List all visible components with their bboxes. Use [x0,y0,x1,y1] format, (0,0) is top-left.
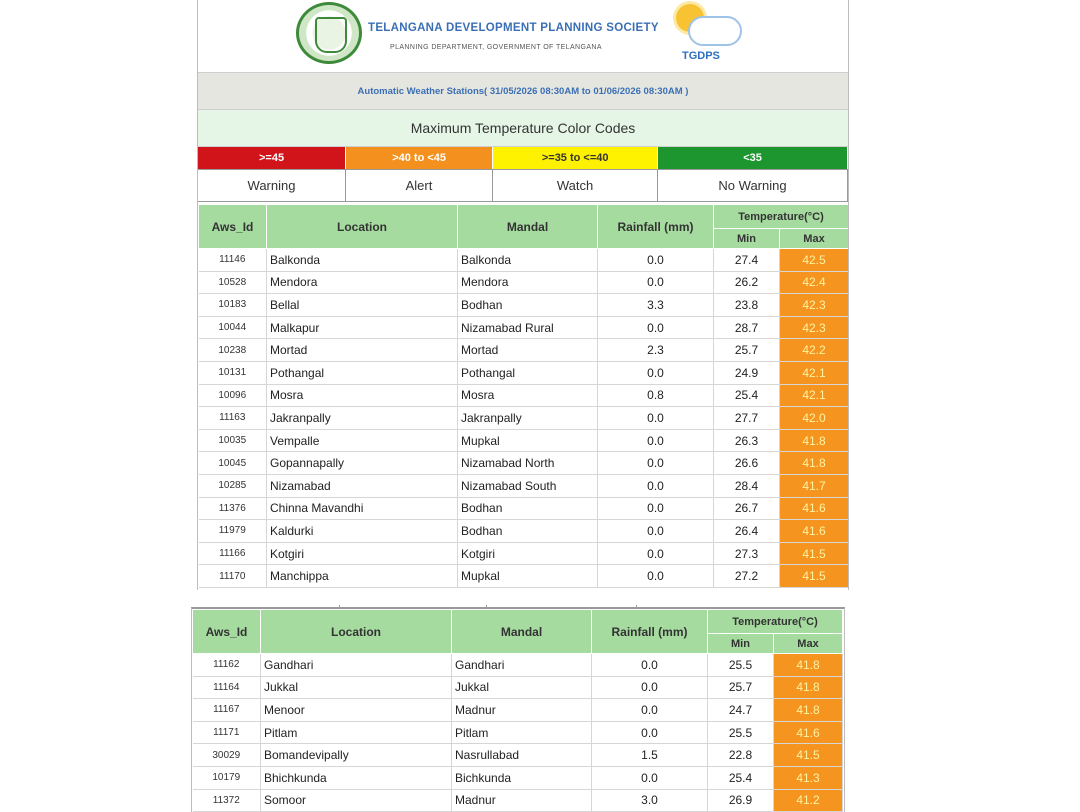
header-mandal: Mandal [458,205,598,249]
org-title: TELANGANA DEVELOPMENT PLANNING SOCIETY [368,22,659,34]
cell-mandal: Bichkunda [452,766,592,789]
cell-max: 41.6 [780,520,849,543]
cell-rain: 0.0 [598,497,714,520]
color-code-range: >40 to <45 [346,147,493,169]
cell-location: Chinna Mavandhi [267,497,458,520]
aws-period: Automatic Weather Stations( 31/05/2026 08:30AM to 01/06/2026 08:30AM ) [198,73,848,110]
cell-min: 25.5 [708,654,774,677]
table-row [199,384,849,407]
cell-location: Gopannapally [267,452,458,475]
cell-rain: 0.0 [598,429,714,452]
cell-mandal: Balkonda [458,249,598,272]
cell-min: 26.7 [714,497,780,520]
header-max: Max [774,634,843,654]
cell-mandal: Nizamabad Rural [458,316,598,339]
table-row [199,294,849,317]
cell-max: 41.8 [780,429,849,452]
cell-id: 10179 [193,766,261,789]
cell-location: Mosra [267,384,458,407]
telangana-seal-icon [296,2,362,64]
cell-rain: 0.0 [598,271,714,294]
cell-location: Bellal [267,294,458,317]
header-aws-id: Aws_Id [199,205,267,249]
cell-id: 11163 [199,407,267,430]
cell-min: 28.4 [714,474,780,497]
cell-location: Jukkal [261,676,452,699]
cell-max: 42.1 [780,384,849,407]
cell-mandal: Pitlam [452,721,592,744]
cell-mandal: Bodhan [458,497,598,520]
table-row [193,744,843,767]
cell-max: 41.8 [774,654,843,677]
cell-location: Nizamabad [267,474,458,497]
color-code-label: Warning [198,169,346,201]
cell-id: 11166 [199,542,267,565]
cell-min: 22.8 [708,744,774,767]
table-row [199,542,849,565]
cell-rain: 0.0 [598,520,714,543]
header-location: Location [267,205,458,249]
cell-id: 30029 [193,744,261,767]
cell-max: 42.2 [780,339,849,362]
cell-mandal: Jukkal [452,676,592,699]
cell-mandal: Nasrullabad [452,744,592,767]
header-temperature: Temperature(°C) [708,610,843,634]
cell-min: 25.7 [714,339,780,362]
cell-min: 25.7 [708,676,774,699]
cell-mandal: Bodhan [458,520,598,543]
table-row [199,339,849,362]
cell-max: 41.8 [780,452,849,475]
cell-mandal: Kotgiri [458,542,598,565]
cell-location: Bhichkunda [261,766,452,789]
cell-mandal: Mortad [458,339,598,362]
cell-id: 10528 [199,271,267,294]
color-code-label: Watch [493,169,658,201]
cell-rain: 0.0 [598,361,714,384]
report-header [198,0,848,73]
cell-rain: 0.0 [592,676,708,699]
table-row [193,721,843,744]
cell-rain: 0.0 [598,452,714,475]
cell-location: Bomandevipally [261,744,452,767]
cell-location: Somoor [261,789,452,812]
cell-location: Jakranpally [267,407,458,430]
cell-max: 41.2 [774,789,843,812]
cell-location: Kaldurki [267,520,458,543]
header-temperature: Temperature(°C) [714,205,849,229]
cell-min: 27.7 [714,407,780,430]
cell-min: 27.2 [714,565,780,588]
cell-location: Kotgiri [267,542,458,565]
report-sheet-top [197,0,849,590]
cell-rain: 3.0 [592,789,708,812]
cell-rain: 0.0 [598,249,714,272]
cell-mandal: Madnur [452,699,592,722]
cell-location: Mortad [267,339,458,362]
cell-id: 11162 [193,654,261,677]
cell-rain: 3.3 [598,294,714,317]
table-row [199,407,849,430]
cell-min: 24.9 [714,361,780,384]
cell-max: 41.6 [780,497,849,520]
table-row [199,361,849,384]
table-row [199,249,849,272]
color-code-label: Alert [346,169,493,201]
org-subtitle: PLANNING DEPARTMENT, GOVERNMENT OF TELANGANA [390,44,602,51]
cell-max: 42.3 [780,316,849,339]
cell-rain: 0.0 [598,474,714,497]
cell-id: 10096 [199,384,267,407]
cell-min: 23.8 [714,294,780,317]
header-mandal: Mandal [452,610,592,654]
cloud-icon [688,16,742,46]
cell-location: Pitlam [261,721,452,744]
cell-id: 11146 [199,249,267,272]
cell-min: 24.7 [708,699,774,722]
report-sheet-bottom [191,607,845,812]
cell-min: 25.4 [714,384,780,407]
cell-min: 25.4 [708,766,774,789]
table-row [199,520,849,543]
cell-id: 10183 [199,294,267,317]
color-code-range: >=35 to <=40 [493,147,658,169]
header-min: Min [708,634,774,654]
cell-mandal: Bodhan [458,294,598,317]
tgdps-logo: TGDPS [682,50,720,62]
cell-id: 11170 [199,565,267,588]
table-row [193,699,843,722]
cell-max: 42.3 [780,294,849,317]
header-aws-id: Aws_Id [193,610,261,654]
cell-mandal: Madnur [452,789,592,812]
cell-id: 10238 [199,339,267,362]
cell-mandal: Nizamabad North [458,452,598,475]
cell-max: 41.5 [780,565,849,588]
header-location: Location [261,610,452,654]
cell-id: 10044 [199,316,267,339]
cell-max: 42.1 [780,361,849,384]
cell-min: 26.2 [714,271,780,294]
header-max: Max [780,229,849,249]
cell-rain: 0.0 [598,316,714,339]
cell-mandal: Mupkal [458,429,598,452]
cell-id: 11167 [193,699,261,722]
color-codes-title: Maximum Temperature Color Codes [198,110,848,147]
cell-max: 41.8 [774,676,843,699]
cell-rain: 2.3 [598,339,714,362]
cell-mandal: Mupkal [458,565,598,588]
table-row [199,429,849,452]
cell-location: Pothangal [267,361,458,384]
cell-rain: 0.0 [592,654,708,677]
cell-rain: 0.8 [598,384,714,407]
cell-id: 11372 [193,789,261,812]
cell-rain: 1.5 [592,744,708,767]
temperature-table-2 [192,609,843,812]
cell-rain: 0.0 [598,542,714,565]
header-rainfall: Rainfall (mm) [598,205,714,249]
color-code-ranges [198,147,848,169]
color-code-labels [198,169,848,202]
cell-mandal: Mendora [458,271,598,294]
cell-location: Mendora [267,271,458,294]
table-row [199,452,849,475]
cell-max: 41.3 [774,766,843,789]
table-row [199,271,849,294]
cell-min: 26.4 [714,520,780,543]
cell-location: Balkonda [267,249,458,272]
color-code-range: <35 [658,147,848,169]
cell-mandal: Nizamabad South [458,474,598,497]
cell-rain: 0.0 [592,766,708,789]
cell-max: 41.5 [774,744,843,767]
table-row [193,654,843,677]
cell-max: 41.6 [774,721,843,744]
cell-max: 41.8 [774,699,843,722]
cell-rain: 0.0 [598,407,714,430]
cell-min: 26.9 [708,789,774,812]
cell-id: 10045 [199,452,267,475]
cell-min: 26.6 [714,452,780,475]
cell-max: 41.7 [780,474,849,497]
cell-rain: 0.0 [592,699,708,722]
table-row [193,789,843,812]
color-code-range: >=45 [198,147,346,169]
color-code-label: No Warning [658,169,848,201]
cell-id: 11979 [199,520,267,543]
cell-id: 11164 [193,676,261,699]
cell-id: 11171 [193,721,261,744]
cell-mandal: Jakranpally [458,407,598,430]
table-row [193,676,843,699]
cell-min: 25.5 [708,721,774,744]
cell-id: 10131 [199,361,267,384]
cell-id: 10285 [199,474,267,497]
cell-id: 10035 [199,429,267,452]
cell-max: 41.5 [780,542,849,565]
table-row [199,497,849,520]
cell-min: 26.3 [714,429,780,452]
header-min: Min [714,229,780,249]
cell-rain: 0.0 [592,721,708,744]
cell-max: 42.4 [780,271,849,294]
cell-min: 28.7 [714,316,780,339]
cell-mandal: Gandhari [452,654,592,677]
cell-max: 42.0 [780,407,849,430]
cell-location: Menoor [261,699,452,722]
cell-rain: 0.0 [598,565,714,588]
cell-max: 42.5 [780,249,849,272]
cell-mandal: Pothangal [458,361,598,384]
cell-min: 27.3 [714,542,780,565]
cell-location: Manchippa [267,565,458,588]
table-row [199,565,849,588]
table-row [199,316,849,339]
cell-id: 11376 [199,497,267,520]
table-row [193,766,843,789]
cell-location: Malkapur [267,316,458,339]
table-row [199,474,849,497]
header-rainfall: Rainfall (mm) [592,610,708,654]
temperature-table-1 [198,204,849,588]
cell-location: Vempalle [267,429,458,452]
cell-mandal: Mosra [458,384,598,407]
cell-min: 27.4 [714,249,780,272]
cell-location: Gandhari [261,654,452,677]
